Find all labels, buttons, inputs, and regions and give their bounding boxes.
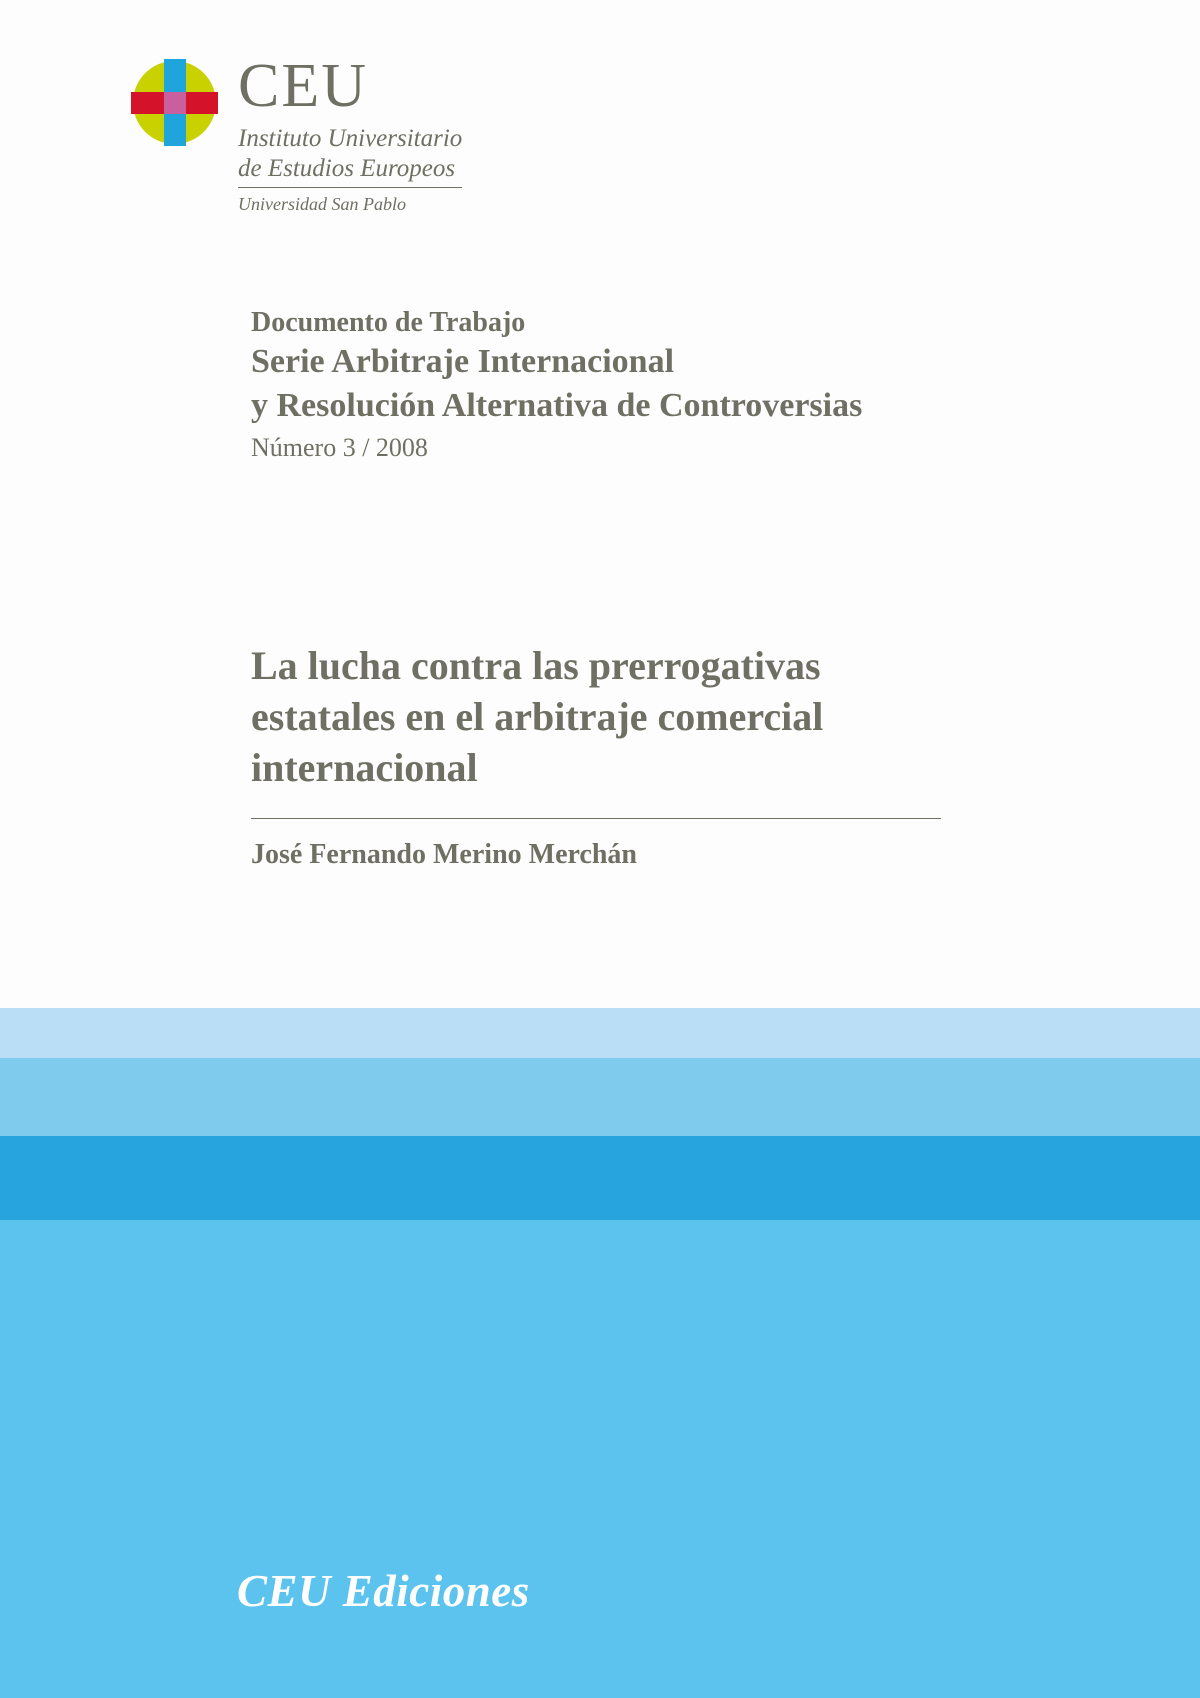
page-title <box>251 640 951 794</box>
series-title-line-2: y Resolución Alternativa de Controversias <box>251 387 863 425</box>
series-kicker: Documento de Trabajo <box>251 307 526 338</box>
ceu-cross-logo-icon <box>133 61 216 144</box>
logo-center-square-shape <box>164 92 186 114</box>
color-band-light <box>0 1008 1200 1058</box>
document-title-line-1: La lucha contra las prerrogativas <box>251 643 821 688</box>
publisher-name: CEU Ediciones <box>237 1566 530 1616</box>
document-author: José Fernando Merino Merchán <box>251 839 637 871</box>
logo-institute-line-2: de Estudios Europeos <box>238 154 456 182</box>
logo-institute-line-1: Instituto Universitario <box>238 124 463 152</box>
series-issue-number: Número 3 / 2008 <box>251 433 428 463</box>
title-divider <box>251 818 941 820</box>
series-block <box>251 305 1071 465</box>
logo-acronym: CEU <box>238 52 368 120</box>
document-title-line-2: estatales en el arbitraje comercial <box>251 694 824 740</box>
document-title-block <box>251 640 951 871</box>
color-band-main <box>0 1220 1200 1698</box>
logo-university-name: Universidad San Pablo <box>238 193 406 214</box>
color-band-medium-light <box>0 1058 1200 1136</box>
ceu-logo-block <box>133 52 653 215</box>
logo-text-block <box>238 52 463 215</box>
series-title-line-1: Serie Arbitraje Internacional <box>251 343 675 380</box>
color-band-dark <box>0 1136 1200 1220</box>
document-title-line-3: internacional <box>251 745 478 791</box>
logo-institute-name <box>238 124 462 188</box>
